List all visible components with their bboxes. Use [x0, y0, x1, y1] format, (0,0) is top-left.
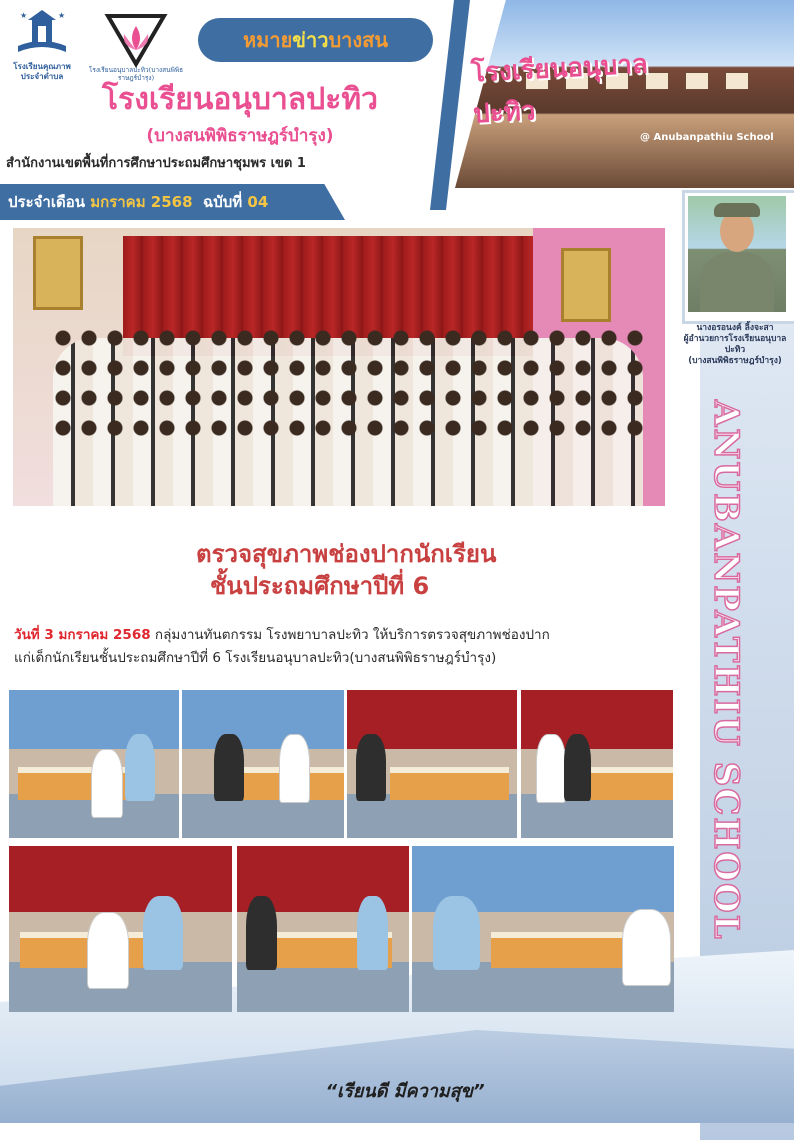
issue-prefix: ประจำเดือน: [8, 193, 85, 211]
label-part3: บางสน: [328, 28, 389, 52]
svg-text:★: ★: [20, 11, 28, 20]
dentist-figure: [357, 896, 388, 971]
book-icon: [10, 6, 74, 58]
article-headline: [196, 538, 616, 602]
dentist-figure: [125, 734, 156, 801]
svg-text:★: ★: [58, 11, 66, 20]
students-heads: [53, 328, 643, 448]
education-office: สำนักงานเขตพื้นที่การศึกษาประถมศึกษาชุมพร เขต 1: [6, 156, 306, 171]
gallery-photo-2: [182, 690, 344, 838]
body-line1: กลุ่มงานทันตกรรม โรงพยาบาลปะทิว ให้บริการตรวจสุขภาพช่องปาก: [150, 627, 550, 643]
royal-portrait-left: [33, 236, 83, 310]
student-figure: [214, 734, 243, 801]
table: [582, 767, 673, 800]
director-figure-hat: [714, 203, 760, 217]
wall: [182, 690, 344, 749]
gallery-photo-3: [347, 690, 517, 838]
school-motto: “เรียนดี มีความสุข”: [325, 1081, 485, 1102]
headline-line1: ตรวจสุขภาพช่องปากนักเรียน: [196, 540, 497, 568]
issue-number-label: ฉบับที่: [203, 193, 243, 211]
photo-window: [725, 72, 749, 90]
label-part2: ข่าว: [292, 28, 329, 52]
issue-info: [8, 190, 268, 214]
student-figure: [87, 912, 129, 989]
headline-line2: ชั้นประถมศึกษาปีที่ 6: [210, 572, 430, 600]
gallery-photo-1: [9, 690, 179, 838]
article-date: วันที่ 3 มกราคม 2568: [14, 627, 151, 643]
main-group-photo: [13, 228, 665, 506]
gallery-photo-5: [9, 846, 232, 1012]
gallery-photo-7: [412, 846, 674, 1012]
student-figure: [91, 749, 124, 818]
school-sign-text: โรงเรียนอนุบาลปะทิว: [470, 49, 649, 130]
body-line2: แก่เด็กนักเรียนชั้นประถมศึกษาปีที่ 6 โรงเรียนอนุบาลปะทิว(บางสนพิพิธราษฎร์บำรุง): [14, 650, 497, 666]
school-sign-subtext: @ Anubanpathiu School: [640, 132, 774, 143]
logo2-arc-text: โรงเรียนอนุบาลปะทิว(บางสนพิพิธราษฎร์บำรุง): [88, 66, 184, 82]
director-title: ผู้อำนวยการโรงเรียนอนุบาลปะทิว: [683, 334, 787, 355]
director-caption: [676, 323, 794, 367]
issue-month: มกราคม 2568: [90, 193, 193, 211]
wall: [9, 846, 232, 912]
floor: [182, 794, 344, 838]
logo1-caption-line2: ประจำตำบล: [20, 72, 64, 81]
photo-window: [685, 72, 709, 90]
royal-portrait-right: [561, 248, 611, 322]
table: [390, 767, 509, 800]
logo1-caption-line1: โรงเรียนคุณภาพ: [13, 62, 71, 71]
school-name: โรงเรียนอนุบาลปะทิว: [102, 82, 378, 117]
wall: [9, 690, 179, 749]
student-figure: [279, 734, 310, 803]
student-figure: [246, 896, 277, 971]
issue-number: 04: [247, 193, 269, 211]
director-name: นางอรอนงค์ ลิ้งจะสา: [696, 323, 774, 333]
gallery-photo-6: [237, 846, 409, 1012]
student-figure: [536, 734, 565, 803]
gallery-photo-4: [521, 690, 673, 838]
student-figure: [356, 734, 387, 801]
quality-school-logo: [10, 6, 74, 84]
dentist-figure: [433, 896, 480, 971]
label-part1: หมาย: [242, 28, 293, 52]
dentist-figure: [143, 896, 183, 971]
director-title-2: (บางสนพิพิธราษฎร์บำรุง): [688, 356, 782, 366]
newsletter-label-pill: [198, 18, 433, 62]
school-subname: (บางสนพิพิธราษฎร์บำรุง): [146, 126, 334, 146]
newsletter-label: [243, 24, 388, 56]
student-figure: [622, 909, 671, 986]
article-body: [14, 624, 674, 670]
dentist-figure: [564, 734, 591, 801]
director-figure-body: [700, 252, 774, 312]
side-school-title: ANUBANPATHIU SCHOOL: [706, 400, 746, 941]
